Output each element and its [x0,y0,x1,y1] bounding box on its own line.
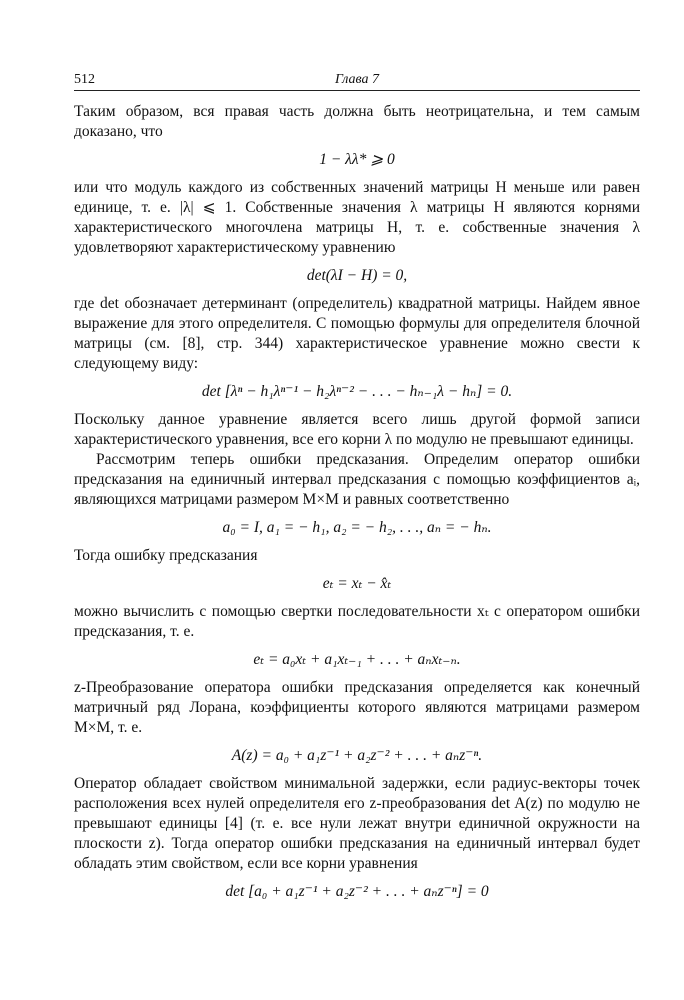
page-number: 512 [74,72,95,87]
paragraph-8: z-Преобразование оператора ошибки предсказания определяется как конечный матричный ряд Лорана, коэффициенты которого являются матрицами размером M×M, т. е. [74,679,640,736]
paragraph-5: Рассмотрим теперь ошибки предсказания. Определим оператор ошибки предсказания на единичный интервал предсказания с помощью коэффициентов aᵢ, являющихся матрицами размером M×M и равных соответственно [74,451,640,508]
document-page [74,70,640,910]
header-rule [74,90,640,91]
equation-8: det [a₀ + a₁z⁻¹ + a₂z⁻² + . . . + aₙz⁻ⁿ] = 0 [225,883,489,900]
equation-7: A(z) = a₀ + a₁z⁻¹ + a₂z⁻² + . . . + aₙz⁻ⁿ. [231,747,483,764]
equation-4: a₀ = I, a₁ = − h₁, a₂ = − h₂, . . ., aₙ = − hₙ. [222,519,492,536]
equation-5: eₜ = xₜ − x̂ₜ [322,575,392,592]
equation-3: det [λⁿ − h₁λⁿ⁻¹ − h₂λⁿ⁻² − . . . − hₙ₋₁λ − hₙ] = 0. [201,383,513,400]
chapter-title: Глава 7 [335,72,379,87]
paragraph-9: Оператор обладает свойством минимальной задержки, если радиус-векторы точек расположения всех нулей определителя его z-преобразования det A(z) по модулю не превышают единицы [4] (т. е. все нули лежат внутри единичной окружности на плоскости z). Тогда оператор ошибки предсказания на единичный интервал будет обладать этим свойством, если все корни уравнения [74,775,640,872]
page-header [74,70,640,92]
page-body [74,102,640,902]
paragraph-2: или что модуль каждого из собственных значений матрицы H меньше или равен единице, т. е. |λ| ⩽ 1. Собственные значения λ матрицы H являются корнями характеристического многочлена матрицы H, т. е. собственные значения λ удовлетворяют характеристическому уравнению [74,179,640,256]
equation-1: 1 − λλ* ⩾ 0 [319,151,395,168]
paragraph-1: Таким образом, вся правая часть должна быть неотрицательна, и тем самым доказано, что [74,103,640,140]
paragraph-4: Поскольку данное уравнение является всего лишь другой формой записи характеристического уравнения, все его корни λ по модулю не превышают единицы. [74,411,640,448]
paragraph-3: где det обозначает детерминант (определитель) квадратной матрицы. Найдем явное выражение для этого определителя. С помощью формулы для определителя блочной матрицы (см. [8], стр. 344) характеристическое уравнение можно свести к следующему виду: [74,295,640,372]
equation-6: eₜ = a₀xₜ + a₁xₜ₋₁ + . . . + aₙxₜ₋ₙ. [253,651,461,668]
paragraph-7: можно вычислить с помощью свертки последовательности xₜ с оператором ошибки предсказания, т. е. [74,603,640,640]
equation-2: det(λI − H) = 0, [306,267,408,284]
paragraph-6: Тогда ошибку предсказания [74,547,258,564]
